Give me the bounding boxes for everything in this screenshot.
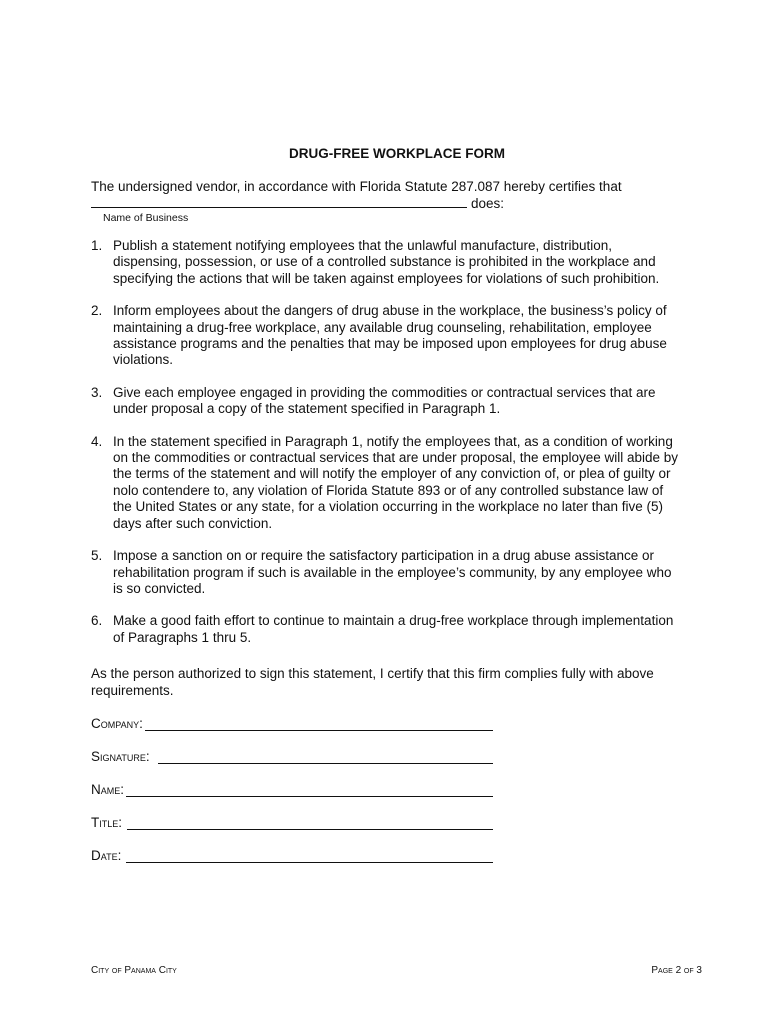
company-label: Company: (91, 716, 143, 731)
intro-section (91, 178, 681, 225)
name-field[interactable] (91, 782, 493, 797)
company-input-line[interactable] (145, 718, 493, 731)
form-title: DRUG-FREE WORKPLACE FORM (289, 146, 505, 161)
footer-left: City of Panama City (91, 965, 177, 976)
signature-field[interactable] (91, 749, 493, 764)
intro-text: The undersigned vendor, in accordance with Florida Statute 287.087 hereby certifies that (91, 179, 622, 194)
title-label: Title: (91, 815, 123, 830)
requirements-list (91, 238, 681, 662)
company-field[interactable] (91, 716, 493, 731)
date-field[interactable] (91, 848, 493, 863)
does-text: does: (471, 196, 505, 211)
signature-input-line[interactable] (158, 751, 493, 764)
list-item: 5. Impose a sanction on or require the satisfactory participation in a drug abuse assistance or rehabilitation program if such is available in the employee’s community, by any employee who is so convicted. (91, 548, 672, 596)
list-item: 4. In the statement specified in Paragraph 1, notify the employees that, as a condition of working on the commodities or contractual services that are under proposal, the employee will abide by the terms of the statement and will notify the employer of any conviction of, or plea of guilty or nolo contendere to, any violation of Florida Statute 893 or of any controlled substance law of the United States or any state, for a violation occurring in the workplace no later than five (5) days after such conviction. (91, 433, 679, 531)
name-label: Name: (91, 782, 125, 797)
list-item: 6. Make a good faith effort to continue to maintain a drug-free workplace through implementation of Paragraphs 1 thru 5. (91, 613, 674, 645)
business-name-field[interactable] (91, 195, 467, 208)
certification-statement: As the person authorized to sign this statement, I certify that this firm complies fully with above requirements. (91, 666, 654, 698)
date-input-line[interactable] (126, 850, 493, 863)
page-number: Page 2 of 3 (651, 965, 702, 976)
list-item: 2. Inform employees about the dangers of drug abuse in the workplace, the business’s policy of maintaining a drug-free workplace, any available drug counseling, rehabilitation, employee assistance programs and the penalties that may be imposed upon employees for drug abuse violations. (91, 303, 667, 368)
date-label: Date: (91, 848, 122, 863)
list-item: 1. Publish a statement notifying employees that the unlawful manufacture, distribution, dispensing, possession, or use of a controlled substance is prohibited in the workplace and specifying the actions that will be taken against employees for violations of such prohibition. (91, 238, 660, 286)
name-input-line[interactable] (126, 784, 493, 797)
list-item: 3. Give each employee engaged in providing the commodities or contractual services that are under proposal a copy of the statement specified in Paragraph 1. (91, 384, 656, 417)
title-field[interactable] (91, 815, 493, 830)
signature-label: Signature: (91, 749, 150, 764)
business-name-label: Name of Business (103, 212, 189, 224)
business-name-line (91, 195, 681, 212)
title-input-line[interactable] (127, 817, 493, 830)
